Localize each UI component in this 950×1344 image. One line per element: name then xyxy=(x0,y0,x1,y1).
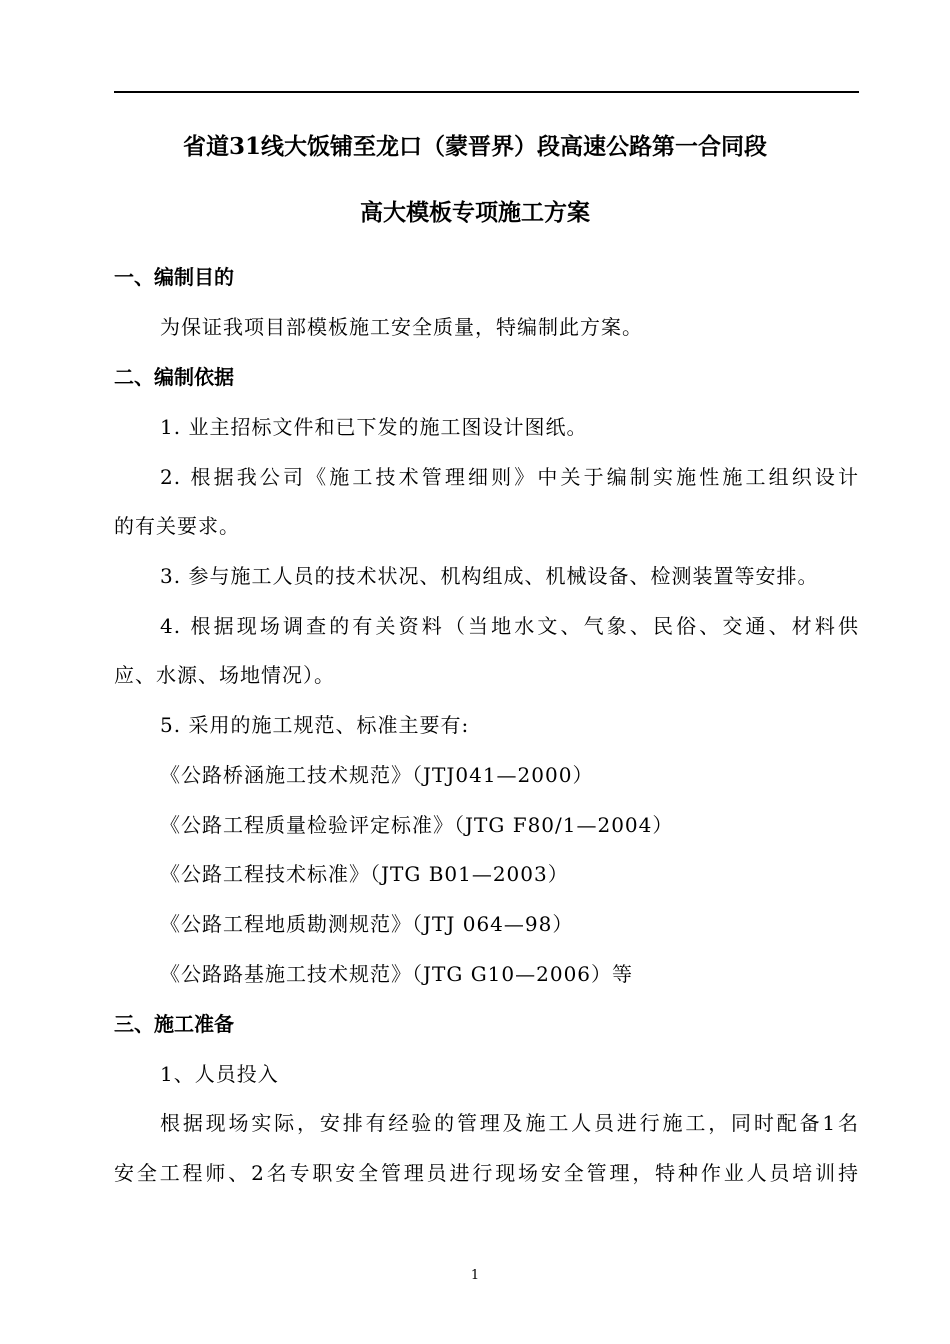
document-title-line-1: 省道31线大饭铺至龙口（蒙晋界）段高速公路第一合同段 xyxy=(182,133,767,160)
section-purpose-paragraph: 为保证我项目部模板施工安全质量，特编制此方案。 xyxy=(160,315,643,339)
preparation-paragraph-line-2: 安全工程师、2名专职安全管理员进行现场安全管理，特种作业人员培训持 xyxy=(114,1161,859,1185)
preparation-paragraph-line-1: 根据现场实际，安排有经验的管理及施工人员进行施工，同时配备1名 xyxy=(160,1111,859,1135)
section-heading-preparation: 三、施工准备 xyxy=(114,1012,234,1036)
basis-item-2-line-2: 的有关要求。 xyxy=(114,514,240,538)
section-heading-basis: 二、编制依据 xyxy=(114,365,234,389)
page-number: 1 xyxy=(470,1268,480,1283)
standard-2: 《公路工程质量检验评定标准》（JTG F80/1—2004） xyxy=(160,813,674,837)
basis-item-4-line-1: 4. 根据现场调查的有关资料（当地水文、气象、民俗、交通、材料供 xyxy=(160,614,859,638)
standard-1: 《公路桥涵施工技术规范》（JTJ041—2000） xyxy=(160,763,594,787)
preparation-subheading-personnel: 1、人员投入 xyxy=(160,1062,279,1086)
standard-5: 《公路路基施工技术规范》（JTG G10—2006）等 xyxy=(160,962,634,986)
header-rule xyxy=(114,91,859,93)
basis-item-5: 5. 采用的施工规范、标准主要有: xyxy=(160,713,470,737)
section-heading-purpose: 一、编制目的 xyxy=(114,265,234,289)
document-title-line-2: 高大模板专项施工方案 xyxy=(360,199,590,226)
basis-item-3: 3. 参与施工人员的技术状况、机构组成、机械设备、检测装置等安排。 xyxy=(160,564,819,588)
standard-4: 《公路工程地质勘测规范》（JTJ 064—98） xyxy=(160,912,574,936)
basis-item-2-line-1: 2. 根据我公司《施工技术管理细则》中关于编制实施性施工组织设计 xyxy=(160,465,859,489)
basis-item-1: 1. 业主招标文件和已下发的施工图设计图纸。 xyxy=(160,415,588,439)
standard-3: 《公路工程技术标准》（JTG B01—2003） xyxy=(160,862,569,886)
basis-item-4-line-2: 应、水源、场地情况）。 xyxy=(114,663,335,687)
